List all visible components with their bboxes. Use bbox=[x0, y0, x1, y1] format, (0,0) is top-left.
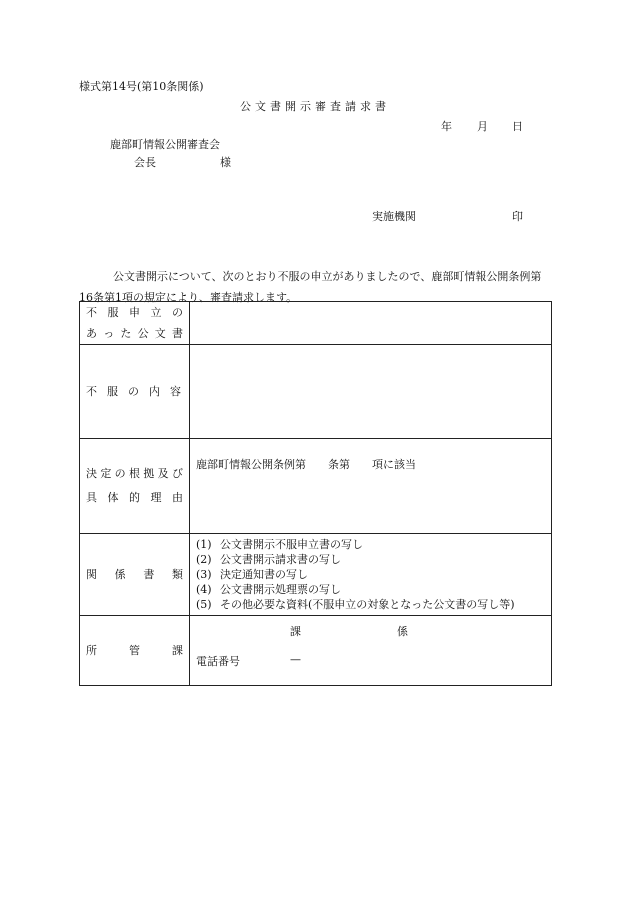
item-number: (5) bbox=[196, 598, 212, 611]
label-char: 類 bbox=[171, 568, 183, 581]
label-char: 書 bbox=[171, 327, 183, 340]
responsible-section-field[interactable] bbox=[190, 616, 552, 686]
item-number: (3) bbox=[196, 568, 212, 581]
label-char: 定 bbox=[100, 467, 112, 480]
list-item bbox=[196, 537, 545, 552]
contested-document-field[interactable] bbox=[190, 302, 552, 345]
item-text: 決定通知書の写し bbox=[220, 568, 308, 581]
label-char: 公 bbox=[137, 327, 149, 340]
label-line bbox=[86, 323, 183, 344]
label-line bbox=[86, 302, 183, 323]
label-char: 及 bbox=[157, 467, 169, 480]
ordinance-reference: 鹿部町情報公開条例第 条第 項に該当 bbox=[196, 458, 416, 471]
addressee-position: 会長 bbox=[134, 156, 156, 169]
seal-mark: 印 bbox=[512, 210, 523, 223]
label-char: 服 bbox=[107, 385, 118, 398]
request-body-text: 公文書開示について、次のとおり不服の申立がありましたので、鹿部町情報公開条例第16条第1項の規定により、審査請求します。 bbox=[79, 270, 542, 304]
item-text: 公文書開示処理票の写し bbox=[220, 583, 341, 596]
item-text: その他必要な資料(不服申立の対象となった公文書の写し等) bbox=[220, 598, 515, 611]
document-title: 公文書開示審査請求書 bbox=[240, 100, 390, 113]
table-row bbox=[80, 439, 552, 534]
label-char: 書 bbox=[143, 568, 155, 581]
label-char: 具 bbox=[86, 491, 97, 504]
date-month: 月 bbox=[477, 120, 488, 133]
label-char: 根 bbox=[128, 467, 140, 480]
item-text: 公文書開示不服申立書の写し bbox=[220, 538, 363, 551]
label-char: 申 bbox=[129, 306, 140, 319]
related-documents-list bbox=[190, 534, 552, 616]
section-label: 課 bbox=[290, 625, 301, 638]
phone-dash: — bbox=[290, 653, 301, 666]
label-line bbox=[86, 564, 183, 585]
addressee-honorific: 様 bbox=[220, 156, 231, 169]
item-number: (4) bbox=[196, 583, 212, 596]
table-row bbox=[80, 345, 552, 439]
label-char: 係 bbox=[114, 568, 126, 581]
label-char: の bbox=[114, 467, 126, 480]
phone-label: 電話番号 bbox=[196, 655, 240, 668]
label-char: 決 bbox=[86, 467, 97, 480]
date-year: 年 bbox=[441, 120, 452, 133]
label-line bbox=[86, 486, 183, 510]
label-objection-content bbox=[80, 345, 190, 439]
label-responsible-section bbox=[80, 616, 190, 686]
label-char: 服 bbox=[107, 306, 119, 319]
date-day: 日 bbox=[512, 120, 523, 133]
decision-basis-field[interactable] bbox=[190, 439, 552, 534]
label-char: 立 bbox=[150, 306, 162, 319]
item-number: (2) bbox=[196, 553, 212, 566]
request-table bbox=[79, 301, 552, 686]
label-char: 体 bbox=[107, 491, 119, 504]
label-char: 管 bbox=[129, 644, 140, 657]
label-char: 不 bbox=[86, 385, 97, 398]
label-char: 容 bbox=[170, 385, 181, 398]
table-row bbox=[80, 302, 552, 345]
label-line bbox=[86, 462, 183, 486]
addressee-organization: 鹿部町情報公開審査会 bbox=[110, 138, 220, 151]
label-char: た bbox=[120, 327, 132, 340]
item-text: 公文書開示請求書の写し bbox=[220, 553, 341, 566]
label-contested-document bbox=[80, 302, 190, 345]
label-char: 課 bbox=[172, 644, 183, 657]
item-number: (1) bbox=[196, 538, 212, 551]
staff-label: 係 bbox=[397, 625, 408, 638]
requester-agency: 実施機関 bbox=[372, 210, 416, 223]
label-char: 関 bbox=[86, 568, 97, 581]
label-char: の bbox=[172, 306, 183, 319]
label-char: あ bbox=[86, 327, 97, 340]
label-char: 拠 bbox=[143, 467, 155, 480]
label-char: 理 bbox=[150, 491, 162, 504]
objection-content-field[interactable] bbox=[190, 345, 552, 439]
label-char: の bbox=[128, 385, 139, 398]
label-char: 的 bbox=[129, 491, 140, 504]
list-item bbox=[196, 567, 545, 582]
label-line bbox=[86, 640, 183, 661]
label-related-documents bbox=[80, 534, 190, 616]
list-item bbox=[196, 552, 545, 567]
label-char: 由 bbox=[172, 491, 183, 504]
table-row bbox=[80, 616, 552, 686]
list-item bbox=[196, 582, 545, 597]
label-char: 不 bbox=[86, 306, 97, 319]
label-char: っ bbox=[103, 327, 115, 340]
label-char: 文 bbox=[154, 327, 166, 340]
label-char: び bbox=[171, 467, 183, 480]
label-line bbox=[86, 381, 183, 402]
list-item bbox=[196, 597, 545, 612]
label-decision-basis bbox=[80, 439, 190, 534]
label-char: 内 bbox=[149, 385, 160, 398]
table-row bbox=[80, 534, 552, 616]
label-char: 所 bbox=[86, 644, 97, 657]
form-number: 様式第14号(第10条関係) bbox=[79, 80, 204, 93]
